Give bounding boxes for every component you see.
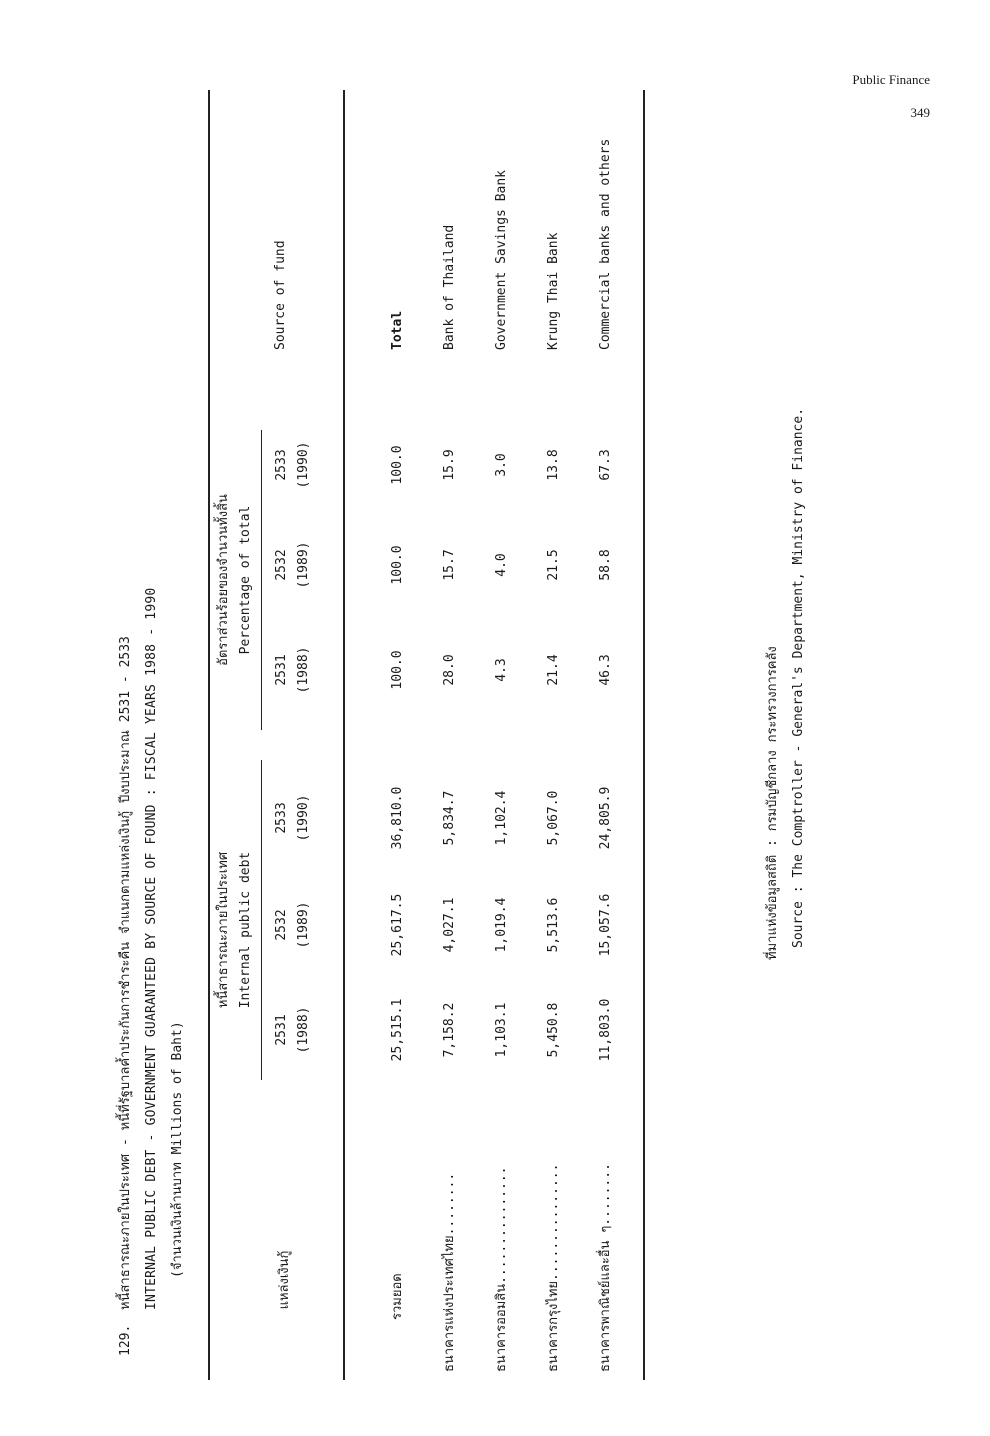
pct-cell: 21.5: [546, 549, 561, 581]
table-number: 129.: [118, 1324, 133, 1356]
debt-group-header: [213, 770, 257, 1090]
year-be: 2532: [274, 549, 289, 581]
row-label-english: Commercial banks and others: [598, 138, 613, 350]
year-ce: (1990): [296, 441, 311, 489]
debt-cell: 24,805.9: [598, 786, 613, 850]
source-note: [760, 90, 880, 1380]
debt-group-rule: [261, 760, 262, 1080]
table-row: [586, 90, 626, 1380]
row-label-thai: ธนาคารออมสิน...............: [494, 1166, 509, 1372]
debt-cell: 5,450.8: [546, 1002, 561, 1058]
year-be: 2533: [274, 449, 289, 481]
debt-cell: 25,617.5: [390, 893, 405, 957]
year-header: [271, 625, 315, 715]
pct-group-english: Percentage of total: [238, 505, 253, 655]
debt-cell: 5,513.6: [546, 897, 561, 953]
debt-cell: 5,067.0: [546, 790, 561, 846]
debt-cell: 4,027.1: [442, 897, 457, 953]
pct-cell: 100.0: [390, 445, 405, 485]
title-thai: หนี้สาธารณะภายในประเทศ - หนี้ที่รัฐบาลค้ำประกันการชำระคืน จำแนกตามแหล่งเงินกู้ ปีงบประมาณ 2531 - 2533: [118, 636, 133, 1310]
year-header: [271, 520, 315, 610]
pct-cell: 15.7: [442, 549, 457, 581]
row-label-thai: รวมยอด: [390, 1273, 405, 1320]
year-ce: (1988): [296, 1006, 311, 1054]
year-be: 2532: [274, 909, 289, 941]
year-header: [271, 985, 315, 1075]
year-ce: (1988): [296, 646, 311, 694]
pct-cell: 3.0: [494, 453, 509, 477]
pct-group-header: [213, 430, 257, 730]
pct-cell: 4.3: [494, 658, 509, 682]
row-label-english: Total: [390, 310, 405, 350]
pct-cell: 15.9: [442, 449, 457, 481]
pct-cell: 100.0: [390, 545, 405, 585]
debt-cell: 1,019.4: [494, 897, 509, 953]
unit-note: (จำนวนเงินล้านบาท Millions of Baht): [170, 1021, 185, 1278]
year-be: 2533: [274, 802, 289, 834]
debt-cell: 25,515.1: [390, 998, 405, 1062]
debt-group-english: Internal public debt: [238, 851, 253, 1009]
source-col-english: Source of fund: [273, 240, 288, 350]
source-thai: ที่มาแห่งข้อมูลสถิติ : กรมบัญชีกลาง กระทรวงการคลัง: [765, 646, 780, 960]
year-ce: (1990): [296, 794, 311, 842]
debt-cell: 5,834.7: [442, 790, 457, 846]
row-label-thai: ธนาคารแห่งประเทศไทย........: [442, 1172, 457, 1372]
year-be: 2531: [274, 654, 289, 686]
pct-group-thai: อัตราส่วนร้อยของจำนวนทั้งสิ้น: [216, 494, 231, 666]
debt-cell: 7,158.2: [442, 1002, 457, 1058]
row-label-english: Government Savings Bank: [494, 169, 509, 350]
table-row: [378, 90, 418, 1380]
pct-cell: 100.0: [390, 650, 405, 690]
debt-cell: 1,103.1: [494, 1002, 509, 1058]
page-number: 349: [910, 104, 930, 120]
title-english: INTERNAL PUBLIC DEBT - GOVERNMENT GUARANTEED BY SOURCE OF FOUND : FISCAL YEARS 1988 - 1990: [144, 587, 159, 1310]
source-english: Source : The Comptroller - General's Department, Ministry of Finance.: [791, 407, 806, 948]
pct-cell: 46.3: [598, 654, 613, 686]
row-label-english: Krung Thai Bank: [546, 232, 561, 350]
pct-cell: 13.8: [546, 449, 561, 481]
source-col-thai: แหล่งเงินกู้: [277, 1250, 292, 1310]
year-header: [271, 880, 315, 970]
year-be: 2531: [274, 1014, 289, 1046]
debt-cell: 1,102.4: [494, 790, 509, 846]
debt-cell: 11,803.0: [598, 998, 613, 1062]
table-row: [534, 90, 574, 1380]
table-row: [482, 90, 522, 1380]
debt-cell: 15,057.6: [598, 893, 613, 957]
top-rule: [208, 90, 210, 1380]
debt-cell: 36,810.0: [390, 786, 405, 850]
row-label-english: Bank of Thailand: [442, 224, 457, 350]
pct-cell: 4.0: [494, 553, 509, 577]
year-ce: (1989): [296, 901, 311, 949]
section-title: Public Finance: [852, 72, 930, 87]
pct-cell: 67.3: [598, 449, 613, 481]
pct-cell: 58.8: [598, 549, 613, 581]
table-title: [113, 587, 191, 1356]
year-header: [271, 773, 315, 863]
row-label-thai: ธนาคารกรุงไทย...............: [546, 1163, 561, 1372]
table-row: [430, 90, 470, 1380]
header-rule: [343, 90, 345, 1380]
year-header: [271, 420, 315, 510]
debt-group-thai: หนี้สาธารณะภายในประเทศ: [216, 851, 231, 1009]
bottom-rule: [643, 90, 645, 1380]
rotated-table-block: [95, 90, 655, 1380]
pct-group-rule: [261, 430, 262, 730]
year-ce: (1989): [296, 541, 311, 589]
pct-cell: 21.4: [546, 654, 561, 686]
row-label-thai: ธนาคารพาณิชย์และอื่น ๆ........: [598, 1163, 613, 1372]
pct-cell: 28.0: [442, 654, 457, 686]
